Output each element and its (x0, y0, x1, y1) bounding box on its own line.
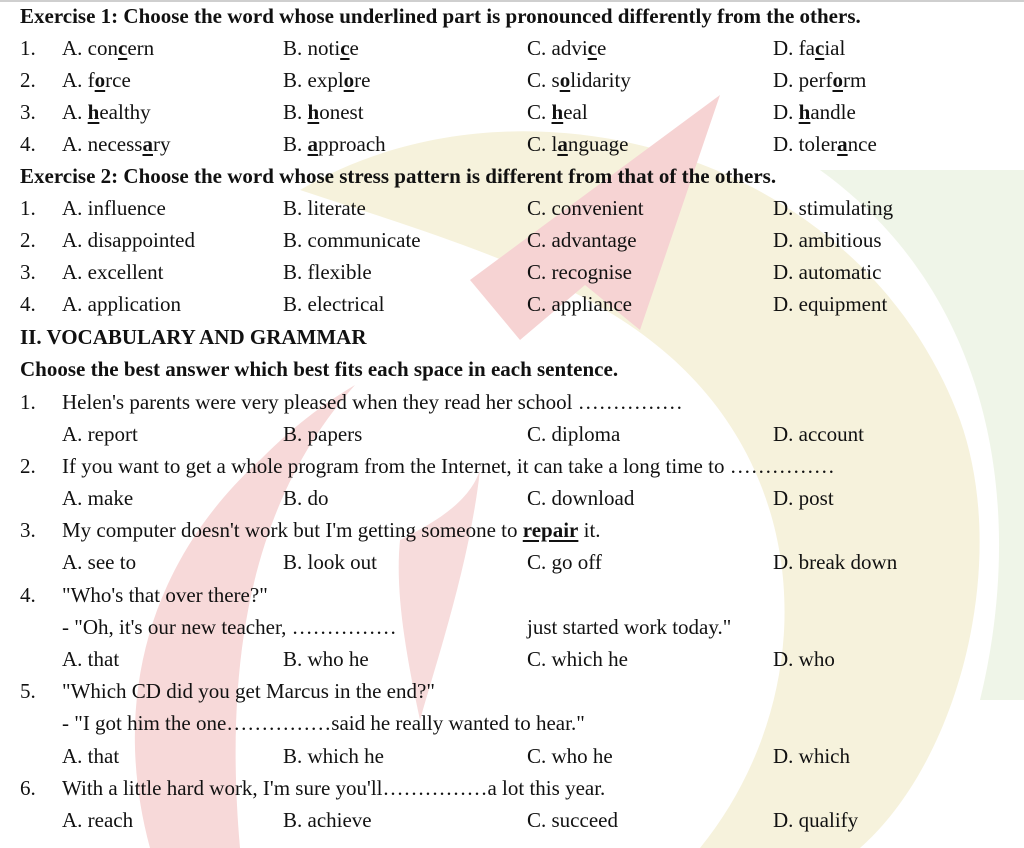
option-a: A. force (62, 68, 131, 92)
option-c: C. who he (527, 744, 613, 768)
question-number: 3. (20, 518, 36, 542)
question-number: 2. (20, 68, 36, 92)
question-row (0, 675, 1024, 707)
exercise1-row (0, 128, 1024, 160)
options-row (0, 643, 1024, 675)
option-b: B. electrical (283, 292, 385, 316)
option-b: B. papers (283, 422, 363, 446)
option-c: C. succeed (527, 808, 618, 832)
question-row (0, 772, 1024, 804)
dialogue-reply: - "Oh, it's our new teacher, …………… (62, 615, 397, 639)
option-b: B. achieve (283, 808, 372, 832)
option-c: C. solidarity (527, 68, 631, 92)
option-c: C. which he (527, 647, 628, 671)
dialogue-reply: - "I got him the one……………said he really wanted to hear." (62, 711, 585, 735)
option-a: A. report (62, 422, 138, 446)
question-number: 4. (20, 132, 36, 156)
options-row (0, 482, 1024, 514)
question-number: 1. (20, 196, 36, 220)
option-b: B. do (283, 486, 329, 510)
question-number: 3. (20, 260, 36, 284)
question-stem: "Who's that over there?" (62, 583, 268, 607)
option-b: B. literate (283, 196, 366, 220)
option-c: C. advantage (527, 228, 637, 252)
option-c: C. language (527, 132, 629, 156)
option-a: A. see to (62, 550, 137, 574)
option-b: B. notice (283, 36, 359, 60)
option-d: D. who (773, 647, 835, 671)
option-d: D. stimulating (773, 196, 894, 220)
question-number: 6. (20, 776, 36, 800)
option-d: D. tolerance (773, 132, 877, 156)
question-number: 1. (20, 36, 36, 60)
option-c: C. advice (527, 36, 607, 60)
option-a: A. disappointed (62, 228, 195, 252)
question-number: 5. (20, 679, 36, 703)
question-row (0, 386, 1024, 418)
option-a: A. application (62, 292, 181, 316)
option-c: C. go off (527, 550, 602, 574)
question-stem: Helen's parents were very pleased when they read her school …………… (62, 390, 683, 414)
option-d: D. break down (773, 550, 898, 574)
exercise2-row (0, 192, 1024, 224)
option-b: B. flexible (283, 260, 372, 284)
reply-row (0, 611, 1024, 643)
options-row (0, 804, 1024, 836)
option-d: D. equipment (773, 292, 888, 316)
exercise1-row (0, 32, 1024, 64)
option-d: D. perform (773, 68, 867, 92)
dialogue-reply-continuation: just started work today." (527, 615, 732, 639)
section2-heading-line (0, 321, 1024, 353)
option-b: B. approach (283, 132, 386, 156)
option-a: A. that (62, 647, 120, 671)
option-b: B. explore (283, 68, 371, 92)
option-a: A. that (62, 744, 120, 768)
question-stem: With a little hard work, I'm sure you'll……………a lot this year. (62, 776, 606, 800)
option-b: B. honest (283, 100, 364, 124)
exercise1-row (0, 64, 1024, 96)
exercise1-row (0, 96, 1024, 128)
option-c: C. download (527, 486, 635, 510)
exercise2-title: Exercise 2: Choose the word whose stress pattern is different from that of the others. (20, 164, 777, 188)
question-number: 4. (20, 583, 36, 607)
option-a: A. reach (62, 808, 134, 832)
option-a: A. excellent (62, 260, 164, 284)
option-b: B. look out (283, 550, 377, 574)
option-d: D. account (773, 422, 864, 446)
section-instruction: Choose the best answer which best fits each space in each sentence. (20, 357, 619, 381)
option-d: D. post (773, 486, 834, 510)
option-d: D. ambitious (773, 228, 882, 252)
exercise1-title: Exercise 1: Choose the word whose underlined part is pronounced differently from the others. (20, 4, 861, 28)
option-a: A. healthy (62, 100, 151, 124)
question-stem: If you want to get a whole program from the Internet, it can take a long time to …………… (62, 454, 835, 478)
option-b: B. which he (283, 744, 384, 768)
question-row (0, 579, 1024, 611)
option-d: D. which (773, 744, 850, 768)
question-row (0, 514, 1024, 546)
question-number: 2. (20, 228, 36, 252)
option-b: B. communicate (283, 228, 421, 252)
options-row (0, 418, 1024, 450)
option-d: D. qualify (773, 808, 859, 832)
reply-row (0, 707, 1024, 739)
question-stem: My computer doesn't work but I'm getting someone to repair it. (62, 518, 601, 542)
option-c: C. appliance (527, 292, 632, 316)
option-d: D. handle (773, 100, 856, 124)
question-stem: "Which CD did you get Marcus in the end?" (62, 679, 435, 703)
option-b: B. who he (283, 647, 369, 671)
option-a: A. make (62, 486, 134, 510)
exercise2-heading-line (0, 160, 1024, 192)
option-c: C. recognise (527, 260, 632, 284)
exercise2-row (0, 224, 1024, 256)
question-number: 3. (20, 100, 36, 124)
option-c: C. heal (527, 100, 588, 124)
question-number: 1. (20, 390, 36, 414)
option-c: C. diploma (527, 422, 621, 446)
question-number: 2. (20, 454, 36, 478)
option-a: A. necessary (62, 132, 171, 156)
option-d: D. facial (773, 36, 846, 60)
options-row (0, 740, 1024, 772)
option-a: A. influence (62, 196, 166, 220)
options-row (0, 546, 1024, 578)
question-row (0, 450, 1024, 482)
option-c: C. convenient (527, 196, 644, 220)
exercise2-row (0, 256, 1024, 288)
exercise2-row (0, 288, 1024, 320)
option-d: D. automatic (773, 260, 882, 284)
exercise1-heading-line (0, 0, 1024, 32)
section-title: II. VOCABULARY AND GRAMMAR (20, 325, 367, 349)
section2-instruction-line (0, 353, 1024, 385)
option-a: A. concern (62, 36, 155, 60)
question-number: 4. (20, 292, 36, 316)
